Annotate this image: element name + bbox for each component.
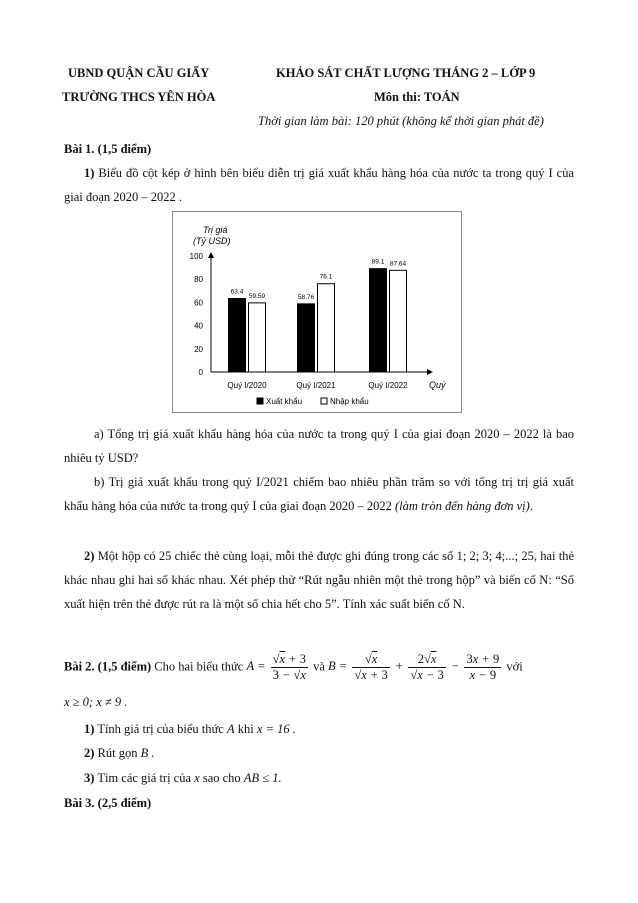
bai1-q1-num: 1) <box>84 166 95 180</box>
bai1-qb-note: (làm tròn đến hàng đơn vị) <box>395 499 530 513</box>
bai2-q3-num: 3) <box>84 771 95 785</box>
y-tick-label: 80 <box>194 275 203 285</box>
bai2-cond <box>64 690 574 714</box>
bai1-q1: 1) Biểu đồ cột kép ở hình bên biểu diễn trị giá xuất khẩu hàng hóa của nước ta trong quý I của giai đoạn 2020 – 2022 . <box>64 166 575 204</box>
bai2-q1-val: x = 16 . <box>256 722 296 736</box>
bai2-q3-ineq: AB ≤ 1. <box>243 771 282 785</box>
chart-categories <box>227 381 408 390</box>
bai1-qa-text: a) Tổng trị giá xuất khẩu hàng hóa của nước ta trong quý I của giai đoạn <box>94 427 471 441</box>
exam-title: KHẢO SÁT CHẤT LƯỢNG THÁNG 2 – LỚP 9 <box>276 66 536 80</box>
bai1-q2-text-d: ”. Tính xác suất biến cố N. <box>331 597 465 611</box>
bai1-q2-count: 25 <box>158 549 172 563</box>
category-label: Quý I/2020 <box>227 381 267 390</box>
bai1-qb-text: b) Trị giá xuất khẩu trong quý I/2021 chiếm bao nhiêu phần trăm so với tổng trị trị giá xuất khẩu hàng hóa của nước ta trong quý I của giai đoạn <box>64 475 574 513</box>
chart-xlabel: Quý <box>429 380 446 390</box>
chart-x-arrow <box>427 369 433 375</box>
bar-value-label: 89.1 <box>371 258 385 266</box>
bai2-q3-var: x <box>194 771 200 785</box>
expr-a-frac <box>271 652 308 683</box>
bar-value-label: 58.76 <box>297 293 315 301</box>
expr-a: A = $\frac{√x + 3}{3 - √x}$ <box>246 652 306 682</box>
expr-b-frac1 <box>352 652 389 683</box>
expr-b-frac3-den: x − 9 <box>469 668 497 682</box>
bar-nhap-khau <box>390 270 407 372</box>
bai2-q1 <box>64 717 574 741</box>
bai3-title: Bài 3. (2,5 điểm) <box>64 796 152 810</box>
chart-ylabel-line2: (Tỷ USD) <box>193 236 231 246</box>
bai2-q3-tail: sao cho <box>202 771 241 785</box>
bai1-q2-text-b: chiếc thẻ cùng loại, mỗi thẻ được ghi đúng trong các số <box>174 549 454 563</box>
bai1-q2-num: 2) <box>84 549 95 563</box>
expr-b-frac2 <box>408 652 445 683</box>
bai1-q2 <box>64 544 574 616</box>
bai1-q1-text: Biểu đồ cột kép ở hình bên biểu diễn trị giá xuất khẩu hàng hóa của nước ta trong quý I của giai đoạn <box>64 166 575 204</box>
bar-value-label: 76.1 <box>319 273 333 281</box>
time-note: Thời gian làm bài: 120 phút (không kể thời gian phát đề) <box>258 114 544 128</box>
bai2-q1-num: 1) <box>84 722 95 736</box>
bai2-intro-text: Cho hai biểu thức <box>154 659 244 674</box>
bar-nhap-khau <box>318 284 335 372</box>
bar-xuat-khau <box>298 304 315 372</box>
expr-b-frac2-den: √x − 3 <box>410 668 444 682</box>
district-name: UBND QUẬN CẦU GIẤY <box>68 66 210 80</box>
bai2-and: và <box>313 659 325 674</box>
bai2-with: với <box>506 659 523 674</box>
legend-label-nhap-khau: Nhập khẩu <box>330 397 369 406</box>
bai2-q3-text: Tìm các giá trị của <box>97 771 192 785</box>
bar-value-label: 63.4 <box>230 288 244 296</box>
y-tick-label: 100 <box>189 252 203 261</box>
bai1-title: Bài 1. (1,5 điểm) <box>64 142 152 156</box>
bai1-qb-range: 2020 – 2022 <box>329 499 392 513</box>
y-tick-label: 0 <box>198 368 203 377</box>
expr-b-frac1-den: √x + 3 <box>354 668 388 682</box>
bai2-q2-var: B . <box>140 746 155 760</box>
expr-a-num: √x + 3 <box>272 652 306 666</box>
subject: Môn thi: TOÁN <box>374 90 460 104</box>
chart-yticks <box>190 252 204 377</box>
bai1-qb: b) Trị giá xuất khẩu trong quý I/2021 chiếm bao nhiêu phần trăm so với tổng trị trị giá xuất khẩu hàng hóa của nước ta trong quý I của giai đoạn 2020 – 2022 (làm tròn đến hàng đơn vị). <box>64 475 574 513</box>
legend-swatch-nhap-khau <box>321 398 327 404</box>
bai1-q2-text-a: Một hộp có <box>97 549 156 563</box>
category-label: Quý I/2022 <box>368 381 408 390</box>
chart-svg <box>173 212 461 412</box>
bai1-q2-text-c: hai thẻ khác nhau ghi hai số khác nhau. Xét phép thử “Rút ngẫu nhiên một thẻ trong hộp” và biến cố N: “Số xuất hiện trên thẻ được rút ra là một số chia hết cho <box>64 549 575 611</box>
chart-y-arrow <box>208 252 214 258</box>
chart-ylabel-line1: Trị giá <box>203 225 228 235</box>
bai2-q1-when: khi <box>237 722 254 736</box>
expr-b-frac3 <box>464 652 501 683</box>
chart-bars <box>229 259 407 372</box>
bai1-q2-set: 1; 2; 3; 4;...; 25, <box>456 549 537 563</box>
bar-value-label: 87.64 <box>389 260 407 268</box>
y-tick-label: 60 <box>194 298 203 308</box>
bai2-q2-num: 2) <box>84 746 95 760</box>
bai2-q1-var: A <box>226 722 235 736</box>
bai2-q1-text: Tính giá trị của biểu thức <box>97 722 224 736</box>
bai1-qa <box>64 422 574 470</box>
legend-label-xuat-khau: Xuất khẩu <box>266 397 303 406</box>
bai2-cond-text: x ≥ 0; x ≠ 9 . <box>64 695 128 709</box>
export-import-chart <box>172 211 462 413</box>
chart-legend <box>257 397 369 406</box>
expr-b-frac3-num: 3x + 9 <box>466 652 500 666</box>
expr-a-den: 3 − √x <box>272 668 306 682</box>
bai2-q2-text: Rút gọn <box>97 746 138 760</box>
category-label: Quý I/2021 <box>296 381 336 390</box>
expr-b-frac2-num: 2√x <box>408 652 445 668</box>
y-tick-label: 20 <box>194 344 203 354</box>
expr-b-frac1-num: √x <box>352 652 389 668</box>
bar-xuat-khau <box>370 269 387 372</box>
bai2-q3 <box>64 766 574 790</box>
bar-value-label: 59.59 <box>248 292 266 300</box>
y-tick-label: 40 <box>194 321 203 331</box>
bai1-qa-tail: là bao nhiêu tỷ USD? <box>64 427 575 465</box>
bai1-q1-range: 2020 – 2022 <box>113 190 176 204</box>
legend-swatch-xuat-khau <box>257 398 263 404</box>
bai2-intro <box>64 652 574 683</box>
bar-xuat-khau <box>229 298 246 372</box>
bai2-title: Bài 2. (1,5 điểm) <box>64 659 152 674</box>
bar-nhap-khau <box>249 303 266 372</box>
bai1-q2-div: 5 <box>324 597 332 611</box>
bai2-q2 <box>64 741 574 765</box>
bai1-qa-range: 2020 – 2022 <box>474 427 539 441</box>
expr-b: B = $\frac{√x}{√x + 3}$ + $\frac{2√x}{√x - 3}$ − $\frac{3x + 9}{x - 9}$ <box>328 652 500 682</box>
school-name: TRƯỜNG THCS YÊN HÒA <box>62 90 216 104</box>
